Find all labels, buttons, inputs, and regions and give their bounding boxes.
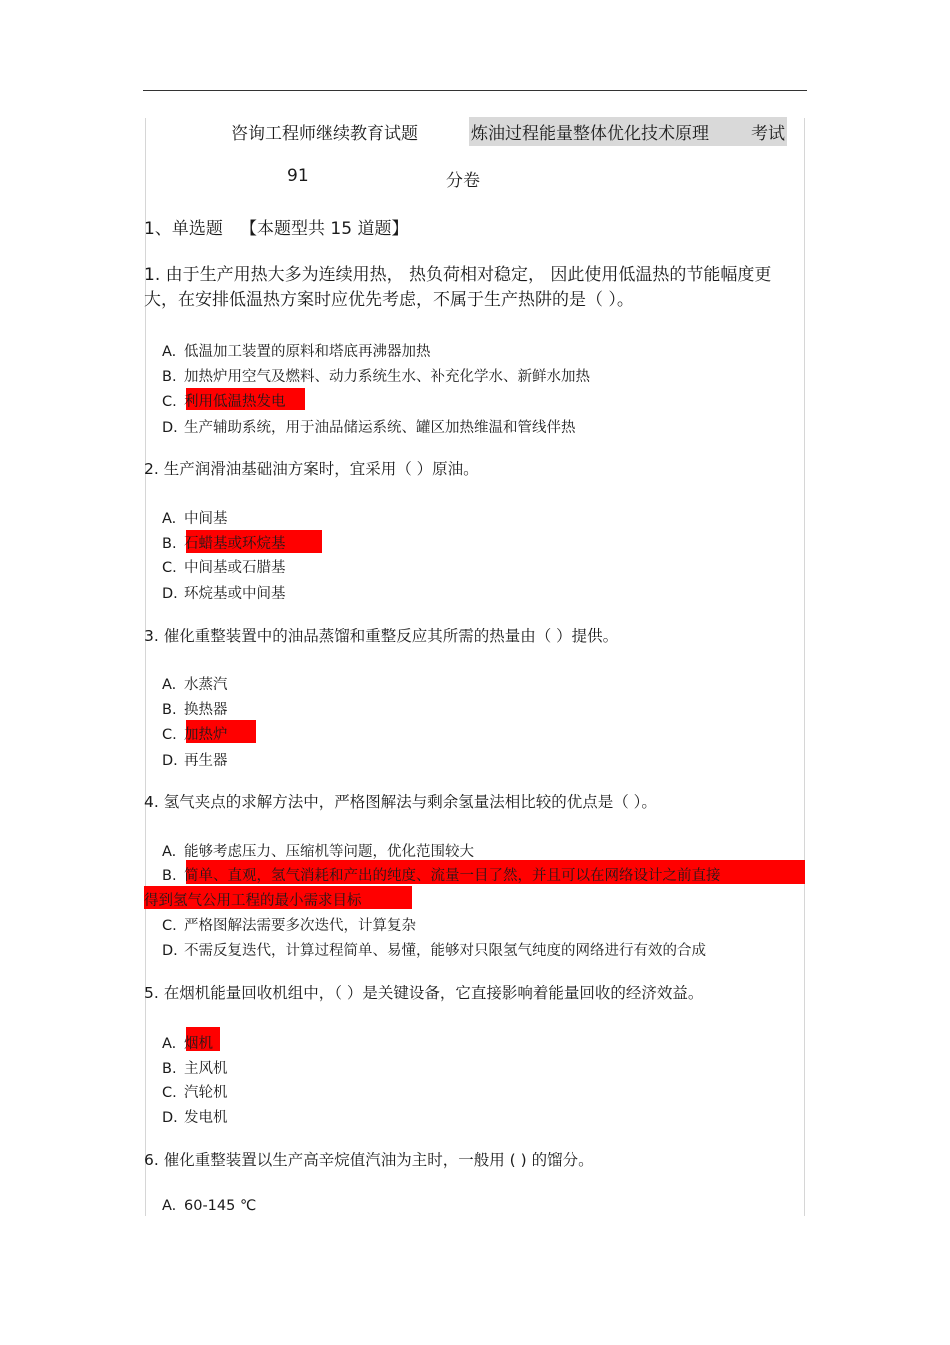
option-letter: D. <box>162 753 178 769</box>
option-letter: A. <box>162 344 177 360</box>
question-5: 5. 在烟机能量回收机组中，（ ）是关键设备，它直接影响着能量回收的经济效益。 <box>144 984 704 1002</box>
option-letter: B. <box>162 702 177 718</box>
question-3-option-a <box>162 673 228 694</box>
question-1-option-d <box>162 416 576 437</box>
question-1-option-a <box>162 340 431 361</box>
option-letter: D. <box>162 1110 178 1126</box>
option-text: 石蜡基或环烷基 <box>184 536 286 552</box>
option-text: 环烷基或中间基 <box>184 586 286 602</box>
option-text: 得到氢气公用工程的最小需求目标 <box>144 893 362 909</box>
question-4-option-c <box>162 914 416 935</box>
option-letter: B. <box>162 868 177 884</box>
option-letter: C. <box>162 394 177 410</box>
question-2-option-b <box>162 532 286 553</box>
option-letter: B. <box>162 536 177 552</box>
option-text: 简单、直观，氢气消耗和产出的纯度、流量一目了然，并且可以在网络设计之前直接 <box>184 868 721 884</box>
question-5-option-c <box>162 1081 228 1102</box>
question-2-option-a <box>162 507 228 528</box>
option-text: 水蒸汽 <box>184 677 228 693</box>
score-suffix: 分卷 <box>446 171 480 191</box>
option-letter: A. <box>162 1198 177 1214</box>
score-value: 91 <box>287 166 309 186</box>
option-text: 利用低温热发电 <box>184 394 286 410</box>
question-4-option-b <box>162 864 721 885</box>
option-letter: C. <box>162 918 177 934</box>
option-text: 中间基 <box>184 511 228 527</box>
question-4-option-d <box>162 939 706 960</box>
option-text: 加热炉 <box>184 727 228 743</box>
question-5-option-a <box>162 1032 213 1053</box>
question-5-option-b <box>162 1057 228 1078</box>
question-4: 4. 氢气夹点的求解方法中，严格图解法与剩余氢量法相比较的优点是（ ）。 <box>144 793 657 811</box>
section-info: 【本题型共 15 道题】 <box>240 219 409 239</box>
top-rule <box>143 90 807 91</box>
doc-title-course-text: 炼油过程能量整体优化技术原理 <box>471 124 709 144</box>
option-letter: D. <box>162 586 178 602</box>
option-letter: D. <box>162 943 178 959</box>
option-text: 严格图解法需要多次迭代，计算复杂 <box>184 918 416 934</box>
question-6: 6. 催化重整装置以生产高辛烷值汽油为主时，一般用 ( ) 的馏分。 <box>144 1151 594 1169</box>
option-text: 再生器 <box>184 753 228 769</box>
question-1: 1. 由于生产用热大多为连续用热， 热负荷相对稳定， 因此使用低温热的节能幅度更大，在安排低温热方案时应优先考虑，不属于生产热阱的是（ ）。 <box>144 265 772 310</box>
option-text: 发电机 <box>184 1110 228 1126</box>
question-4-option-a <box>162 840 474 861</box>
option-letter: A. <box>162 844 177 860</box>
option-text: 主风机 <box>184 1061 228 1077</box>
option-text: 能够考虑压力、压缩机等问题，优化范围较大 <box>184 844 474 860</box>
section-label: 1、单选题 <box>144 219 223 239</box>
option-letter: C. <box>162 560 177 576</box>
question-2-option-d <box>162 582 286 603</box>
doc-title-left: 咨询工程师继续教育试题 <box>231 124 418 144</box>
question-3-option-b <box>162 698 228 719</box>
question-6-option-a <box>162 1198 256 1214</box>
option-text: 低温加工装置的原料和塔底再沸器加热 <box>184 344 431 360</box>
option-text: 汽轮机 <box>184 1085 228 1101</box>
option-text: 60-145 ℃ <box>184 1198 257 1214</box>
question-3-option-c <box>162 723 228 744</box>
option-letter: A. <box>162 1036 177 1052</box>
question-3-option-d <box>162 749 228 770</box>
question-2: 2. 生产润滑油基础油方案时，宜采用（ ）原油。 <box>144 460 479 478</box>
option-text: 生产辅助系统，用于油品储运系统、罐区加热维温和管线伴热 <box>184 420 576 436</box>
doc-title-course <box>469 117 787 146</box>
option-text: 中间基或石腊基 <box>184 560 286 576</box>
right-margin-line <box>804 118 805 1216</box>
question-1-option-b <box>162 365 590 386</box>
option-letter: B. <box>162 369 177 385</box>
doc-title-exam: 考试 <box>751 124 785 144</box>
question-2-option-c <box>162 556 286 577</box>
option-text: 烟机 <box>184 1036 213 1052</box>
option-text: 不需反复迭代，计算过程简单、易懂，能够对只限氢气纯度的网络进行有效的合成 <box>184 943 706 959</box>
option-text: 换热器 <box>184 702 228 718</box>
option-text: 加热炉用空气及燃料、动力系统生水、补充化学水、新鲜水加热 <box>184 369 590 385</box>
option-letter: B. <box>162 1061 177 1077</box>
question-1-option-c <box>162 390 286 411</box>
question-4-option-b-continued <box>144 889 362 910</box>
question-5-option-d <box>162 1106 228 1127</box>
option-letter: C. <box>162 1085 177 1101</box>
option-letter: C. <box>162 727 177 743</box>
option-letter: A. <box>162 677 177 693</box>
question-3: 3. 催化重整装置中的油品蒸馏和重整反应其所需的热量由（ ）提供。 <box>144 627 619 645</box>
option-letter: D. <box>162 420 178 436</box>
option-letter: A. <box>162 511 177 527</box>
